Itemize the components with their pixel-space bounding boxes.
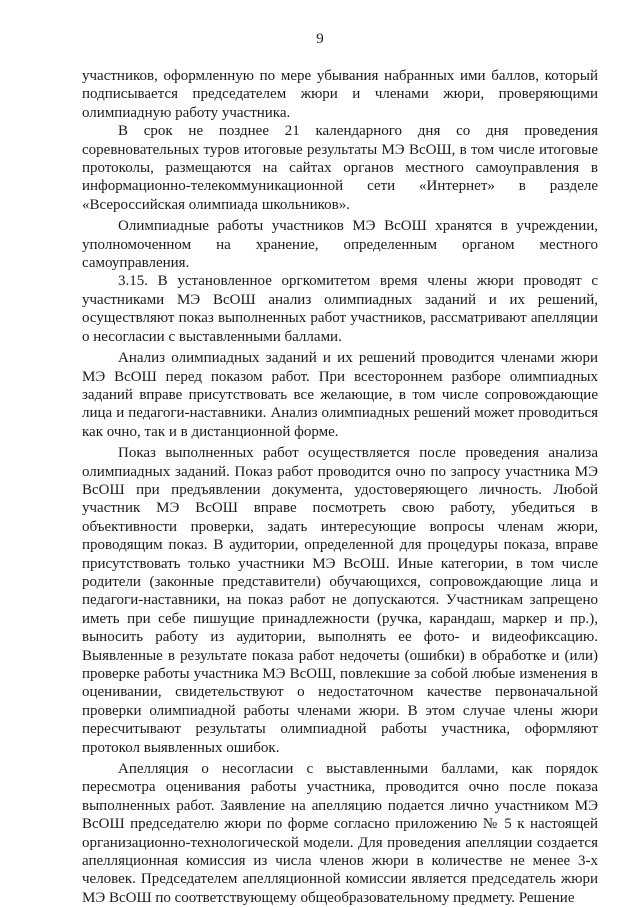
- paragraph: Апелляция о несогласии с выставленными баллами, как порядок пересмотра оценивания работы участника, проводится очно после показа выполненных работ. Заявление на апелляцию подается лично участником МЭ ВсОШ председателю жюри по форме согласно приложению № 5 к настоящей организационно-технологической модели. Для проведения апелляции создается апелляционная комиссия из числа членов жюри в количестве не менее 3-х человек. Председателем апелляционной комиссии является председатель жюри МЭ ВсОШ по соответствующему общеобразовательному предмету. Решение: [82, 761, 598, 906]
- paragraph: Показ выполненных работ осуществляется после проведения анализа олимпиадных заданий. Показ работ проводится очно по запросу участника МЭ ВсОШ при предъявлении документа, удостоверяющего личность. Любой участник МЭ ВсОШ вправе посмотреть свою работу, убедиться в объективности проверки, задать интересующие вопросы членам жюри, проводящим показ. В аудитории, определенной для процедуры показа, вправе присутствовать только участники МЭ ВсОШ. Иные категории, в том числе родители (законные представители) обучающихся, сопровождающие лица и педагоги-наставники, на показ работ не допускаются. Участникам запрещено иметь при себе пишущие принадлежности (ручка, карандаш, маркер и пр.), выносить работу из аудитории, выполнять ее фото- и видеофиксацию. Выявленные в результате показа работ недочеты (ошибки) в обработке и (или) проверке работы участника МЭ ВсОШ, повлекшие за собой любые изменения в оценивании, свидетельствуют о недостаточном качестве первоначальной проверки олимпиадной работы членами жюри. В этом случае члены жюри пересчитывают результаты олимпиадной работы участника, оформляют протокол выявленных ошибок.: [82, 445, 598, 756]
- document-body: [82, 67, 598, 907]
- paragraph: Анализ олимпиадных заданий и их решений проводится членами жюри МЭ ВсОШ перед показом работ. При всестороннем разборе олимпиадных заданий вправе присутствовать все желающие, в том числе сопровождающие лица и педагоги-наставники. Анализ олимпиадных решений может проводиться как очно, так и в дистанционной форме.: [82, 350, 598, 440]
- paragraph: участников, оформленную по мере убывания набранных ими баллов, который подписывается председателем жюри и членами жюри, проверяющими олимпиадную работу участника.: [82, 68, 598, 121]
- paragraph: Олимпиадные работы участников МЭ ВсОШ хранятся в учреждении, уполномоченном на хранение, определенным органом местного самоуправления.: [82, 218, 598, 272]
- paragraph: 3.15. В установленное оргкомитетом время члены жюри проводят с участниками МЭ ВсОШ анализ олимпиадных заданий и их решений, осуществляют показ выполненных работ участников, рассматривают апелляции о несогласии с выставленными баллами.: [82, 273, 598, 345]
- page-number: 9: [316, 31, 324, 47]
- paragraph: В срок не позднее 21 календарного дня со дня проведения соревновательных туров итоговые результаты МЭ ВсОШ, в том числе итоговые протоколы, размещаются на сайтах органов местного самоуправления в информационно-телекоммуникационной сети «Интернет» в разделе «Всероссийская олимпиада школьников».: [82, 123, 598, 213]
